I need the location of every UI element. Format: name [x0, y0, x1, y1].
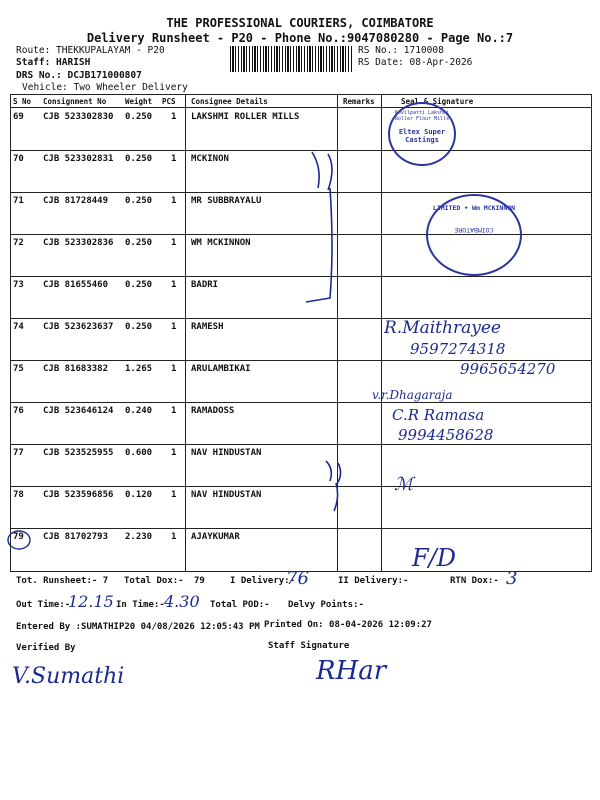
in-time-label: In Time:- [116, 600, 165, 610]
row-consignment: CJB 523302831 [43, 154, 114, 164]
row-consignment: CJB 523302836 [43, 238, 114, 248]
barcode [230, 46, 352, 72]
row-consignee: MCKINON [191, 154, 229, 164]
row-consignee: WM MCKINNON [191, 238, 251, 248]
row-consignee: ARULAMBIKAI [191, 364, 251, 374]
table-row [11, 402, 591, 445]
staff-label: Staff: HARISH [16, 57, 91, 68]
row-consignment: CJB 523596856 [43, 490, 114, 500]
row-consignment: CJB 523525955 [43, 448, 114, 458]
row-weight: 1.265 [125, 364, 153, 374]
staff-signature: RHar [316, 656, 387, 686]
out-time-label: Out Time:- [16, 600, 71, 610]
handwritten-mark: ℳ [394, 474, 414, 495]
table-row [11, 486, 591, 529]
row-pcs: 1 [171, 280, 177, 290]
row-consignee: NAV HINDUSTAN [191, 490, 262, 500]
company-seal-stamp: LIMITED • Wm MCKINNON COIMBATORE [426, 194, 522, 276]
row-pcs: 1 [171, 532, 177, 542]
row-sno: 69 [13, 112, 24, 122]
handwritten-name: R.Maithrayee [384, 318, 501, 338]
row-consignee: AJAYKUMAR [191, 532, 240, 542]
row-consignment: CJB 81702793 [43, 532, 109, 542]
row-weight: 0.250 [125, 238, 153, 248]
col-consignment: Consignment No [43, 97, 107, 106]
total-runsheet: Tot. Runsheet:- 7 [16, 576, 109, 586]
row-weight: 0.250 [125, 112, 153, 122]
handwritten-phone: 9597274318 [410, 340, 506, 358]
row-weight: 0.240 [125, 406, 153, 416]
in-time-value: 4.30 [164, 592, 200, 611]
row-pcs: 1 [171, 196, 177, 206]
row-consignee: LAKSHMI ROLLER MILLS [191, 112, 300, 122]
company-seal-stamp: Kovilpatti Lakshmi Roller Flour Mills Eltex Super Castings [388, 102, 456, 166]
row-consignment: CJB 523646124 [43, 406, 114, 416]
row-consignment: CJB 523302830 [43, 112, 114, 122]
row-weight: 0.250 [125, 154, 153, 164]
vehicle-label: Vehicle: Two Wheeler Delivery [22, 82, 188, 93]
row-consignee: RAMADOSS [191, 406, 235, 416]
table-header [11, 95, 591, 108]
circle-mark [6, 528, 32, 552]
staff-signature-label: Staff Signature [268, 641, 350, 651]
rs-date: RS Date: 08-Apr-2026 [358, 57, 473, 68]
row-sno: 76 [13, 406, 24, 416]
row-consignee: MR SUBBRAYALU [191, 196, 262, 206]
handwritten-phone: 9994458628 [398, 426, 494, 444]
entered-by: Entered By :SUMATHIP20 04/08/2026 12:05:43 PM [16, 622, 260, 632]
rtn-dox-label: RTN Dox:- [450, 576, 499, 586]
rs-number: RS No.: 1710008 [358, 45, 444, 56]
total-pod-label: Total POD:- [210, 600, 270, 610]
col-weight: Weight [125, 97, 153, 106]
row-sno: 77 [13, 448, 24, 458]
total-dox-value: 79 [194, 576, 205, 586]
delivery-points-label: Delvy Points:- [288, 600, 364, 610]
row-sno: 70 [13, 154, 24, 164]
i-delivery-value: 76 [286, 568, 309, 589]
row-pcs: 1 [171, 364, 177, 374]
row-sno: 75 [13, 364, 24, 374]
printed-on: Printed On: 08-04-2026 12:09:27 [264, 620, 432, 630]
row-consignment: CJB 523623637 [43, 322, 114, 332]
row-sno: 73 [13, 280, 24, 290]
row-sno: 79 [13, 532, 24, 542]
col-pcs: PCS [162, 97, 176, 106]
row-pcs: 1 [171, 322, 177, 332]
drs-number: DRS No.: DCJB171000807 [16, 70, 142, 81]
col-consignee: Consignee Details [191, 97, 268, 106]
row-pcs: 1 [171, 490, 177, 500]
row-consignment: CJB 81655460 [43, 280, 109, 290]
row-pcs: 1 [171, 406, 177, 416]
row-sno: 71 [13, 196, 24, 206]
ii-delivery-label: II Delivery:- [338, 576, 409, 586]
handwritten-name: v.r.Dhagaraja [372, 388, 453, 402]
bracket-mark [300, 148, 350, 308]
row-sno: 74 [13, 322, 24, 332]
row-weight: 0.250 [125, 322, 153, 332]
i-delivery-label: I Delivery:- [230, 576, 296, 586]
total-dox-label: Total Dox:- [124, 576, 184, 586]
row-weight: 0.600 [125, 448, 153, 458]
row-consignee: NAV HINDUSTAN [191, 448, 262, 458]
table-row [11, 528, 591, 570]
row-pcs: 1 [171, 112, 177, 122]
row-consignee: BADRI [191, 280, 219, 290]
row-pcs: 1 [171, 154, 177, 164]
row-sno: 78 [13, 490, 24, 500]
out-time-value: 12.15 [68, 592, 114, 611]
row-weight: 0.250 [125, 196, 153, 206]
row-consignee: RAMESH [191, 322, 224, 332]
verifier-signature: V.Sumathi [12, 664, 125, 689]
row-consignment: CJB 81728449 [43, 196, 109, 206]
col-seal-signature: Seal & Signature [401, 97, 474, 106]
runsheet-subtitle: Delivery Runsheet - P20 - Phone No.:9047080280 - Page No.:7 [86, 31, 514, 45]
handwritten-remark: F/D [412, 544, 456, 572]
runsheet-title: THE PROFESSIONAL COURIERS, COIMBATORE [166, 16, 434, 30]
verified-by-label: Verified By [16, 643, 76, 653]
handwritten-phone: 9965654270 [460, 360, 556, 378]
col-remarks: Remarks [343, 97, 375, 106]
route-label: Route: THEKKUPALAYAM - P20 [16, 45, 165, 56]
row-pcs: 1 [171, 448, 177, 458]
table-row [11, 444, 591, 487]
row-pcs: 1 [171, 238, 177, 248]
row-weight: 2.230 [125, 532, 153, 542]
rtn-dox-value: 3 [506, 568, 518, 589]
row-weight: 0.250 [125, 280, 153, 290]
handwritten-name: C.R Ramasa [392, 406, 485, 424]
table-row [11, 108, 591, 151]
row-consignment: CJB 81683382 [43, 364, 109, 374]
bracket-mark [318, 455, 358, 515]
col-sno: S No [13, 97, 32, 106]
row-weight: 0.120 [125, 490, 153, 500]
row-sno: 72 [13, 238, 24, 248]
